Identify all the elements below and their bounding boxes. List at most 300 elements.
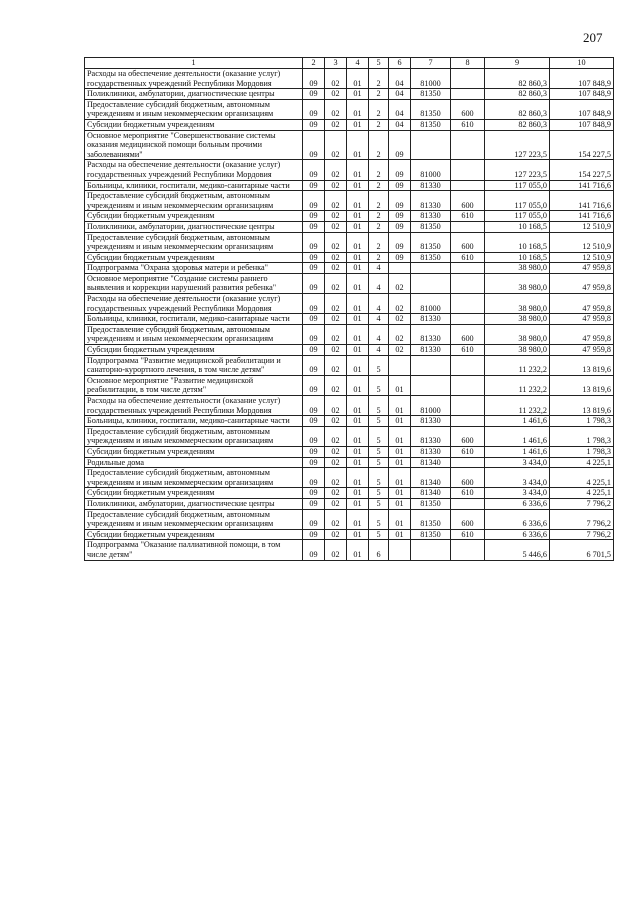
section-code: 09	[303, 180, 325, 191]
table-row	[85, 273, 614, 293]
event-code: 01	[389, 375, 411, 395]
expense-code	[411, 273, 451, 293]
expense-code	[411, 263, 451, 274]
header-row	[85, 58, 614, 69]
expense-code: 81330	[411, 416, 451, 427]
table-row	[85, 221, 614, 232]
table-row	[85, 252, 614, 263]
amount-year-1: 10 168,5	[485, 232, 550, 252]
amount-year-2: 4 225,1	[550, 468, 614, 488]
program-code: 01	[347, 160, 369, 180]
table-row	[85, 355, 614, 375]
page-number: 207	[583, 30, 603, 45]
column-header: 8	[451, 58, 485, 69]
expense-code: 81330	[411, 324, 451, 344]
table-row	[85, 232, 614, 252]
section-code: 09	[303, 294, 325, 314]
row-name: Расходы на обеспечение деятельности (оказание услуг) государственных учреждений Республики Мордовия	[85, 69, 303, 89]
amount-year-2: 47 959,8	[550, 294, 614, 314]
subprogram-code: 5	[369, 375, 389, 395]
amount-year-1: 38 980,0	[485, 345, 550, 356]
row-name: Больницы, клиники, госпитали, медико-санитарные части	[85, 314, 303, 325]
table-row	[85, 375, 614, 395]
subprogram-code: 2	[369, 130, 389, 160]
type-code	[451, 498, 485, 509]
program-code: 01	[347, 99, 369, 119]
subprogram-code: 2	[369, 69, 389, 89]
type-code	[451, 221, 485, 232]
type-code: 600	[451, 468, 485, 488]
section-code: 09	[303, 355, 325, 375]
row-name: Субсидии бюджетным учреждениям	[85, 119, 303, 130]
program-code: 01	[347, 221, 369, 232]
subsection-code: 02	[325, 130, 347, 160]
type-code: 600	[451, 426, 485, 446]
section-code: 09	[303, 191, 325, 211]
event-code: 02	[389, 294, 411, 314]
amount-year-2: 13 819,6	[550, 355, 614, 375]
type-code: 610	[451, 211, 485, 222]
amount-year-1: 38 980,0	[485, 273, 550, 293]
program-code: 01	[347, 232, 369, 252]
subsection-code: 02	[325, 468, 347, 488]
amount-year-1: 6 336,6	[485, 529, 550, 540]
table-row	[85, 191, 614, 211]
expense-code: 81350	[411, 221, 451, 232]
expense-code: 81350	[411, 119, 451, 130]
table-row	[85, 498, 614, 509]
amount-year-1: 38 980,0	[485, 263, 550, 274]
program-code: 01	[347, 119, 369, 130]
subprogram-code: 2	[369, 221, 389, 232]
section-code: 09	[303, 99, 325, 119]
subprogram-code: 4	[369, 324, 389, 344]
row-name: Субсидии бюджетным учреждениям	[85, 252, 303, 263]
section-code: 09	[303, 211, 325, 222]
section-code: 09	[303, 396, 325, 416]
expense-code: 81350	[411, 498, 451, 509]
row-name: Основное мероприятие "Создание системы раннего выявления и коррекции нарушений развития ребенка"	[85, 273, 303, 293]
subsection-code: 02	[325, 540, 347, 560]
program-code: 01	[347, 416, 369, 427]
program-code: 01	[347, 69, 369, 89]
amount-year-1: 117 055,0	[485, 191, 550, 211]
subprogram-code: 4	[369, 273, 389, 293]
section-code: 09	[303, 252, 325, 263]
subsection-code: 02	[325, 324, 347, 344]
row-name: Субсидии бюджетным учреждениям	[85, 529, 303, 540]
amount-year-2: 47 959,8	[550, 345, 614, 356]
row-name: Родильные дома	[85, 457, 303, 468]
program-code: 01	[347, 314, 369, 325]
section-code: 09	[303, 416, 325, 427]
subsection-code: 02	[325, 263, 347, 274]
section-code: 09	[303, 263, 325, 274]
subsection-code: 02	[325, 396, 347, 416]
amount-year-2: 1 798,3	[550, 446, 614, 457]
event-code: 04	[389, 99, 411, 119]
subsection-code: 02	[325, 160, 347, 180]
amount-year-1: 5 446,6	[485, 540, 550, 560]
section-code: 09	[303, 457, 325, 468]
column-header: 4	[347, 58, 369, 69]
program-code: 01	[347, 211, 369, 222]
subsection-code: 02	[325, 180, 347, 191]
row-name: Субсидии бюджетным учреждениям	[85, 345, 303, 356]
subprogram-code: 4	[369, 345, 389, 356]
row-name: Предоставление субсидий бюджетным, автономным учреждениям и иным некоммерческим организациям	[85, 232, 303, 252]
amount-year-1: 82 860,3	[485, 89, 550, 100]
table-row	[85, 180, 614, 191]
amount-year-1: 10 168,5	[485, 221, 550, 232]
expense-code: 81000	[411, 396, 451, 416]
subsection-code: 02	[325, 488, 347, 499]
column-header: 3	[325, 58, 347, 69]
amount-year-2: 1 798,3	[550, 416, 614, 427]
type-code	[451, 294, 485, 314]
amount-year-1: 82 860,3	[485, 119, 550, 130]
event-code: 04	[389, 119, 411, 130]
subprogram-code: 2	[369, 99, 389, 119]
amount-year-1: 1 461,6	[485, 426, 550, 446]
column-header: 2	[303, 58, 325, 69]
program-code: 01	[347, 191, 369, 211]
table-row	[85, 160, 614, 180]
event-code: 01	[389, 396, 411, 416]
program-code: 01	[347, 294, 369, 314]
column-header: 7	[411, 58, 451, 69]
type-code: 600	[451, 509, 485, 529]
event-code: 09	[389, 130, 411, 160]
amount-year-1: 82 860,3	[485, 69, 550, 89]
table-row	[85, 529, 614, 540]
table-row	[85, 540, 614, 560]
amount-year-2: 12 510,9	[550, 252, 614, 263]
expense-code: 81340	[411, 488, 451, 499]
subprogram-code: 2	[369, 211, 389, 222]
section-code: 09	[303, 529, 325, 540]
expense-code: 81330	[411, 180, 451, 191]
amount-year-1: 3 434,0	[485, 457, 550, 468]
amount-year-1: 1 461,6	[485, 446, 550, 457]
table-row	[85, 446, 614, 457]
row-name: Подпрограмма "Оказание паллиативной помощи, в том числе детям"	[85, 540, 303, 560]
amount-year-1: 11 232,2	[485, 355, 550, 375]
subprogram-code: 2	[369, 191, 389, 211]
amount-year-1: 127 223,5	[485, 160, 550, 180]
event-code: 09	[389, 252, 411, 263]
row-name: Основное мероприятие "Совершенствование системы оказания медицинской помощи больным прочими заболеваниями"	[85, 130, 303, 160]
amount-year-1: 127 223,5	[485, 130, 550, 160]
type-code	[451, 396, 485, 416]
section-code: 09	[303, 314, 325, 325]
table-row	[85, 426, 614, 446]
expense-code: 81350	[411, 529, 451, 540]
column-header: 5	[369, 58, 389, 69]
program-code: 01	[347, 263, 369, 274]
subsection-code: 02	[325, 375, 347, 395]
event-code: 09	[389, 180, 411, 191]
event-code: 09	[389, 232, 411, 252]
table-row	[85, 457, 614, 468]
section-code: 09	[303, 375, 325, 395]
type-code: 610	[451, 488, 485, 499]
amount-year-2: 47 959,8	[550, 273, 614, 293]
row-name: Больницы, клиники, госпитали, медико-санитарные части	[85, 180, 303, 191]
subsection-code: 02	[325, 99, 347, 119]
table-row	[85, 89, 614, 100]
program-code: 01	[347, 324, 369, 344]
expense-code: 81330	[411, 211, 451, 222]
table-row	[85, 99, 614, 119]
section-code: 09	[303, 221, 325, 232]
subprogram-code: 5	[369, 396, 389, 416]
program-code: 01	[347, 180, 369, 191]
type-code: 600	[451, 232, 485, 252]
event-code: 01	[389, 457, 411, 468]
subprogram-code: 5	[369, 509, 389, 529]
subprogram-code: 4	[369, 263, 389, 274]
amount-year-1: 1 461,6	[485, 416, 550, 427]
row-name: Предоставление субсидий бюджетным, автономным учреждениям и иным некоммерческим организациям	[85, 99, 303, 119]
type-code	[451, 160, 485, 180]
section-code: 09	[303, 426, 325, 446]
subsection-code: 02	[325, 273, 347, 293]
section-code: 09	[303, 324, 325, 344]
subsection-code: 02	[325, 232, 347, 252]
program-code: 01	[347, 396, 369, 416]
subprogram-code: 2	[369, 232, 389, 252]
amount-year-2: 107 848,9	[550, 99, 614, 119]
amount-year-1: 117 055,0	[485, 180, 550, 191]
row-name: Предоставление субсидий бюджетным, автономным учреждениям и иным некоммерческим организациям	[85, 426, 303, 446]
program-code: 01	[347, 446, 369, 457]
event-code: 02	[389, 324, 411, 344]
subsection-code: 02	[325, 221, 347, 232]
amount-year-2: 7 796,2	[550, 529, 614, 540]
row-name: Предоставление субсидий бюджетным, автономным учреждениям и иным некоммерческим организациям	[85, 191, 303, 211]
row-name: Предоставление субсидий бюджетным, автономным учреждениям и иным некоммерческим организациям	[85, 509, 303, 529]
subprogram-code: 5	[369, 446, 389, 457]
table-row	[85, 509, 614, 529]
subprogram-code: 5	[369, 529, 389, 540]
event-code: 02	[389, 345, 411, 356]
program-code: 01	[347, 540, 369, 560]
amount-year-2: 13 819,6	[550, 396, 614, 416]
amount-year-2: 154 227,5	[550, 160, 614, 180]
amount-year-2: 141 716,6	[550, 191, 614, 211]
program-code: 01	[347, 273, 369, 293]
row-name: Основное мероприятие "Развитие медицинской реабилитации, в том числе детям"	[85, 375, 303, 395]
subprogram-code: 5	[369, 468, 389, 488]
row-name: Подпрограмма "Развитие медицинской реабилитации и санаторно-курортного лечения, в том числе детям"	[85, 355, 303, 375]
subsection-code: 02	[325, 252, 347, 263]
expense-code: 81350	[411, 252, 451, 263]
section-code: 09	[303, 130, 325, 160]
event-code: 09	[389, 211, 411, 222]
subprogram-code: 5	[369, 416, 389, 427]
amount-year-2: 4 225,1	[550, 488, 614, 499]
row-name: Поликлиники, амбулатории, диагностические центры	[85, 221, 303, 232]
amount-year-1: 38 980,0	[485, 324, 550, 344]
type-code: 610	[451, 529, 485, 540]
table-row	[85, 396, 614, 416]
section-code: 09	[303, 119, 325, 130]
amount-year-2: 7 796,2	[550, 498, 614, 509]
amount-year-1: 117 055,0	[485, 211, 550, 222]
event-code: 02	[389, 314, 411, 325]
subsection-code: 02	[325, 191, 347, 211]
amount-year-1: 6 336,6	[485, 498, 550, 509]
budget-table	[84, 57, 614, 561]
type-code	[451, 314, 485, 325]
type-code	[451, 273, 485, 293]
subprogram-code: 6	[369, 540, 389, 560]
table-body	[85, 69, 614, 561]
amount-year-2: 47 959,8	[550, 324, 614, 344]
subsection-code: 02	[325, 314, 347, 325]
table-row	[85, 69, 614, 89]
expense-code: 81350	[411, 89, 451, 100]
event-code: 01	[389, 416, 411, 427]
event-code: 04	[389, 89, 411, 100]
amount-year-2: 1 798,3	[550, 426, 614, 446]
row-name: Субсидии бюджетным учреждениям	[85, 211, 303, 222]
table-row	[85, 294, 614, 314]
subprogram-code: 5	[369, 457, 389, 468]
amount-year-1: 38 980,0	[485, 294, 550, 314]
program-code: 01	[347, 345, 369, 356]
expense-code: 81350	[411, 509, 451, 529]
expense-code: 81330	[411, 446, 451, 457]
program-code: 01	[347, 488, 369, 499]
amount-year-1: 11 232,2	[485, 396, 550, 416]
section-code: 09	[303, 509, 325, 529]
type-code	[451, 130, 485, 160]
type-code: 600	[451, 99, 485, 119]
program-code: 01	[347, 89, 369, 100]
type-code	[451, 263, 485, 274]
program-code: 01	[347, 130, 369, 160]
event-code: 01	[389, 426, 411, 446]
type-code: 610	[451, 345, 485, 356]
type-code: 600	[451, 324, 485, 344]
amount-year-2: 107 848,9	[550, 119, 614, 130]
program-code: 01	[347, 529, 369, 540]
table-row	[85, 130, 614, 160]
subsection-code: 02	[325, 355, 347, 375]
type-code	[451, 375, 485, 395]
row-name: Расходы на обеспечение деятельности (оказание услуг) государственных учреждений Республики Мордовия	[85, 396, 303, 416]
program-code: 01	[347, 457, 369, 468]
section-code: 09	[303, 273, 325, 293]
program-code: 01	[347, 355, 369, 375]
amount-year-1: 6 336,6	[485, 509, 550, 529]
table-row	[85, 468, 614, 488]
expense-code: 81340	[411, 468, 451, 488]
amount-year-2: 47 959,8	[550, 263, 614, 274]
amount-year-1: 38 980,0	[485, 314, 550, 325]
table-row	[85, 416, 614, 427]
program-code: 01	[347, 375, 369, 395]
amount-year-1: 11 232,2	[485, 375, 550, 395]
subprogram-code: 5	[369, 498, 389, 509]
amount-year-1: 3 434,0	[485, 488, 550, 499]
type-code	[451, 89, 485, 100]
event-code: 01	[389, 488, 411, 499]
event-code	[389, 355, 411, 375]
subsection-code: 02	[325, 498, 347, 509]
section-code: 09	[303, 160, 325, 180]
expense-code: 81000	[411, 160, 451, 180]
section-code: 09	[303, 345, 325, 356]
event-code: 01	[389, 529, 411, 540]
event-code: 09	[389, 160, 411, 180]
expense-code	[411, 130, 451, 160]
expense-code: 81000	[411, 69, 451, 89]
section-code: 09	[303, 446, 325, 457]
event-code: 04	[389, 69, 411, 89]
subprogram-code: 5	[369, 355, 389, 375]
amount-year-2: 107 848,9	[550, 69, 614, 89]
subprogram-code: 2	[369, 252, 389, 263]
amount-year-2: 47 959,8	[550, 314, 614, 325]
amount-year-2: 12 510,9	[550, 232, 614, 252]
row-name: Предоставление субсидий бюджетным, автономным учреждениям и иным некоммерческим организациям	[85, 468, 303, 488]
section-code: 09	[303, 488, 325, 499]
subprogram-code: 5	[369, 426, 389, 446]
event-code: 09	[389, 191, 411, 211]
section-code: 09	[303, 498, 325, 509]
event-code: 01	[389, 446, 411, 457]
subsection-code: 02	[325, 426, 347, 446]
column-header: 9	[485, 58, 550, 69]
table-row	[85, 324, 614, 344]
row-name: Подпрограмма "Охрана здоровья матери и ребенка"	[85, 263, 303, 274]
subprogram-code: 2	[369, 160, 389, 180]
section-code: 09	[303, 69, 325, 89]
subsection-code: 02	[325, 509, 347, 529]
row-name: Больницы, клиники, госпитали, медико-санитарные части	[85, 416, 303, 427]
section-code: 09	[303, 540, 325, 560]
expense-code	[411, 375, 451, 395]
type-code	[451, 457, 485, 468]
type-code: 610	[451, 446, 485, 457]
program-code: 01	[347, 509, 369, 529]
amount-year-2: 107 848,9	[550, 89, 614, 100]
type-code	[451, 355, 485, 375]
subprogram-code: 2	[369, 119, 389, 130]
event-code: 09	[389, 221, 411, 232]
column-header: 6	[389, 58, 411, 69]
section-code: 09	[303, 468, 325, 488]
table-row	[85, 488, 614, 499]
subprogram-code: 2	[369, 180, 389, 191]
row-name: Субсидии бюджетным учреждениям	[85, 488, 303, 499]
amount-year-1: 82 860,3	[485, 99, 550, 119]
table-row	[85, 314, 614, 325]
program-code: 01	[347, 426, 369, 446]
section-code: 09	[303, 232, 325, 252]
expense-code	[411, 540, 451, 560]
subsection-code: 02	[325, 89, 347, 100]
program-code: 01	[347, 252, 369, 263]
expense-code: 81340	[411, 457, 451, 468]
event-code: 01	[389, 498, 411, 509]
type-code: 610	[451, 252, 485, 263]
expense-code: 81350	[411, 99, 451, 119]
subprogram-code: 5	[369, 488, 389, 499]
